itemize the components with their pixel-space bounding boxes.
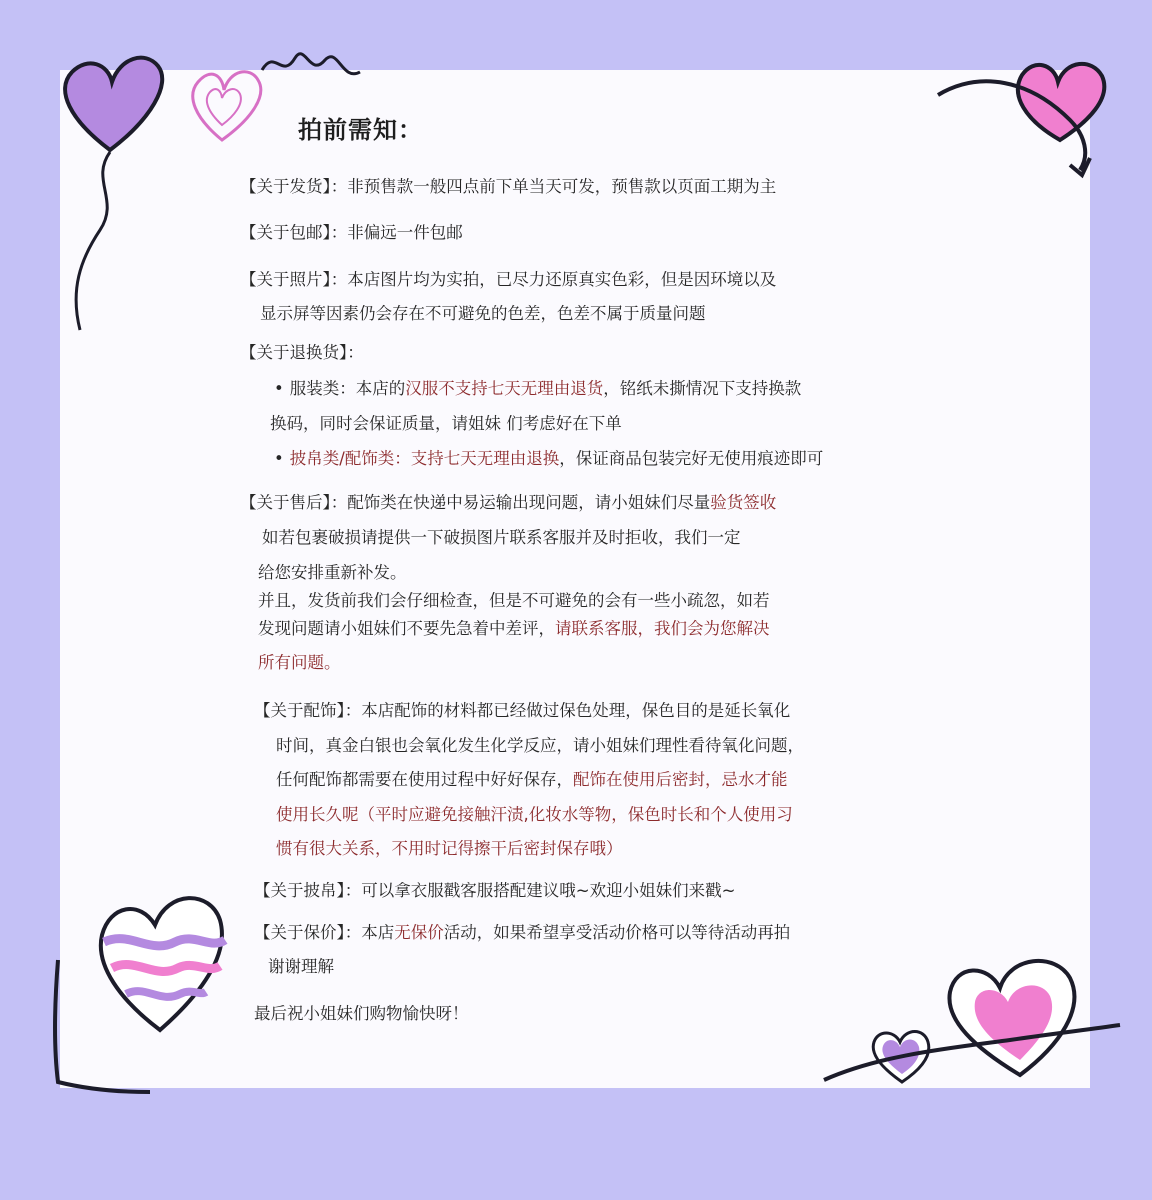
closing-text: 最后祝小姐妹们购物愉快呀！ <box>254 1004 469 1023</box>
clothing-line2: 换码，同时会保证质量，请姐妹 们考虑好在下单 <box>270 414 622 433</box>
photos-line1: 本店图片均为实拍，已尽力还原真实色彩，但是因环境以及 <box>347 270 777 289</box>
clothing-highlight: 汉服不支持七天无理由退货 <box>405 379 604 398</box>
returns-clothing <box>274 378 801 400</box>
price-highlight: 无保价 <box>394 923 444 942</box>
clothing-suffix: ，铭纸未撕情况下支持换款 <box>603 379 802 398</box>
pink-heart-icon <box>1018 64 1104 140</box>
after-sales-line5-highlight: 请联系客服，我们会为您解决 <box>555 619 770 638</box>
photos-line2: 显示屏等因素仍会存在不可避免的色差，色差不属于质量问题 <box>260 304 706 323</box>
string-line-icon <box>76 152 110 330</box>
purple-heart-icon <box>65 58 162 150</box>
photos-label: 【关于照片】： <box>240 270 348 289</box>
shipping-section <box>240 176 776 198</box>
jewelry-line4: 使用长久呢（平时应避免接触汗渍,化妆水等物，保色时长和个人使用习 <box>276 805 793 824</box>
squiggle-line-icon <box>262 54 360 74</box>
bottom-right-hearts-decoration <box>820 930 1130 1110</box>
after-sales-line4: 并且，发货前我们会仔细检查，但是不可避免的会有一些小疏忽，如若 <box>258 591 770 610</box>
accessories-suffix: ，保证商品包装完好无使用痕迹即可 <box>559 449 824 468</box>
returns-label: 【关于退换货】： <box>240 343 364 362</box>
jewelry-section <box>254 700 790 722</box>
shawl-text: 可以拿衣服戳客服搭配建议哦~欢迎小姐妹们来戳~ <box>361 881 736 900</box>
after-sales-line2: 如若包裹破损请提供一下破损图片联系客服并及时拒收，我们一定 <box>262 528 741 547</box>
postage-section <box>240 222 463 244</box>
price-text-before: 本店 <box>361 923 395 942</box>
shawl-label: 【关于披帛】： <box>254 881 362 900</box>
after-sales-section <box>240 492 776 514</box>
after-sales-line6: 所有问题。 <box>258 653 341 672</box>
photos-section <box>240 269 776 291</box>
bullet-icon: • <box>274 449 284 468</box>
price-section <box>254 922 790 944</box>
swirl-heart-inner-icon <box>207 89 241 125</box>
after-sales-line5-text: 发现问题请小姐妹们不要先急着中差评， <box>258 619 555 638</box>
top-right-heart-decoration <box>920 40 1120 200</box>
swirl-heart-icon <box>193 72 261 140</box>
postage-text: 非偏远一件包邮 <box>347 223 463 242</box>
shipping-text: 非预售款一般四点前下单当天可发，预售款以页面工期为主 <box>347 177 777 196</box>
jewelry-line2: 时间，真金白银也会氧化发生化学反应，请小姐妹们理性看待氧化问题， <box>276 736 804 755</box>
price-label: 【关于保价】： <box>254 923 362 942</box>
jewelry-line1: 本店配饰的材料都已经做过保色处理，保色目的是延长氧化 <box>361 701 791 720</box>
after-sales-line1: 配饰类在快递中易运输出现问题，请小姐妹们尽量 <box>347 493 711 512</box>
after-sales-line3: 给您安排重新补发。 <box>258 563 407 582</box>
price-text-after: 活动，如果希望享受活动价格可以等待活动再拍 <box>443 923 791 942</box>
after-sales-line5 <box>258 618 770 640</box>
bottom-left-heart-decoration <box>40 860 260 1100</box>
jewelry-line5: 惯有很大关系，不用时记得擦干后密封保存哦） <box>276 839 623 858</box>
after-sales-highlight: 验货签收 <box>710 493 777 512</box>
jewelry-line3-highlight: 配饰在使用后密封，忌水才能 <box>573 770 788 789</box>
postage-label: 【关于包邮】： <box>240 223 348 242</box>
returns-accessories <box>274 448 823 470</box>
jewelry-line3-text: 任何配饰都需要在使用过程中好好保存， <box>276 770 573 789</box>
jewelry-label: 【关于配饰】： <box>254 701 362 720</box>
shawl-section <box>254 880 735 902</box>
page-title: 拍前需知： <box>298 116 423 144</box>
clothing-prefix: 服装类：本店的 <box>289 379 406 398</box>
jewelry-line3 <box>276 769 788 791</box>
bullet-icon: • <box>274 379 284 398</box>
after-sales-label: 【关于售后】： <box>240 493 348 512</box>
price-line2: 谢谢理解 <box>268 957 334 976</box>
shipping-label: 【关于发货】： <box>240 177 348 196</box>
accessories-highlight: 披帛类/配饰类：支持七天无理由退换 <box>289 449 560 468</box>
